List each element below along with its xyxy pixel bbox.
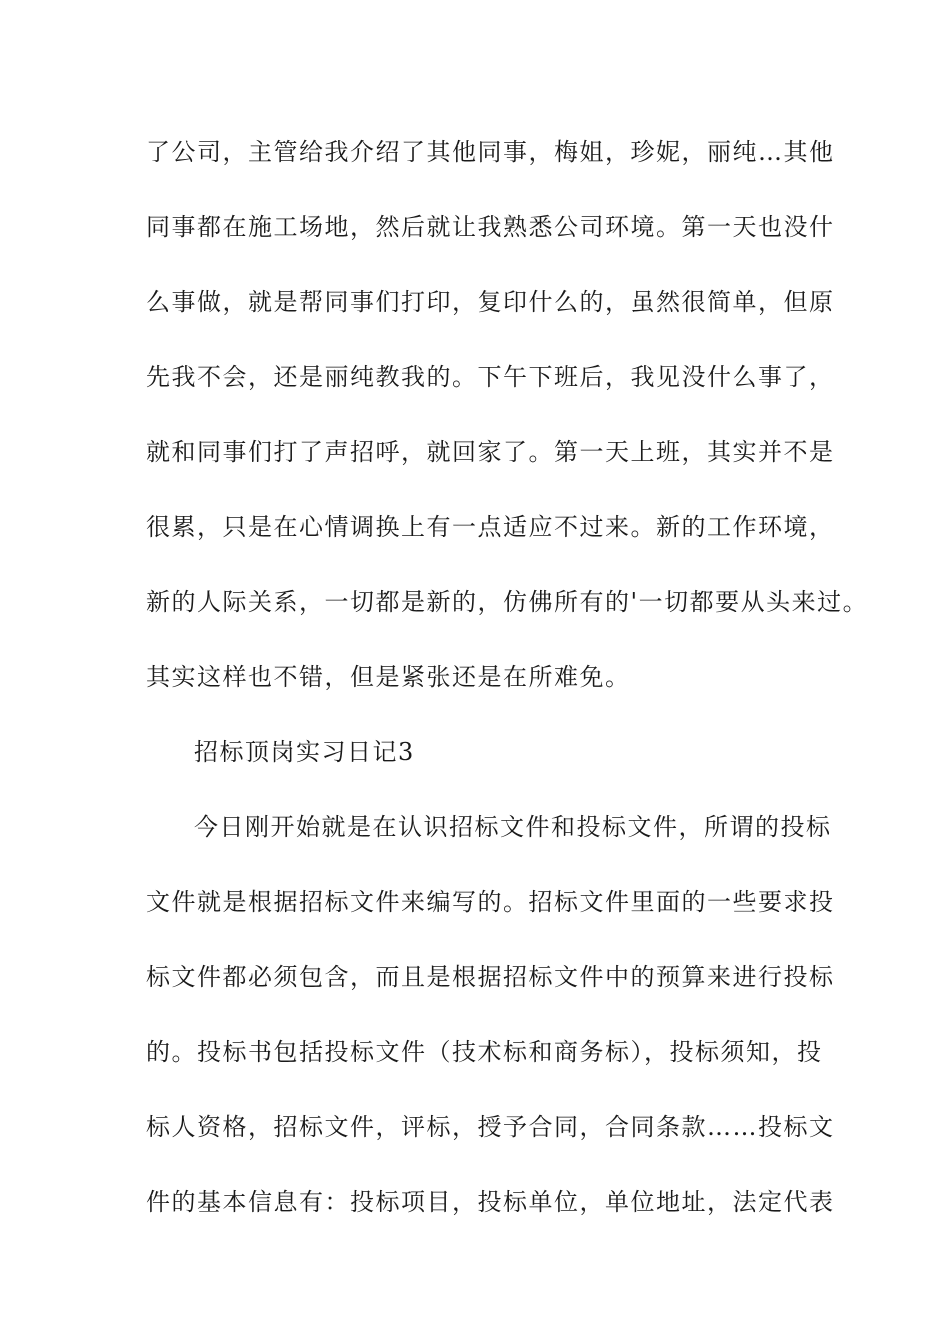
text-line: 今日刚开始就是在认识招标文件和投标文件，所谓的投标 <box>194 813 832 841</box>
text-line: 就和同事们打了声招呼，就回家了。第一天上班，其实并不是 <box>146 438 835 466</box>
text-line: 同事都在施工场地，然后就让我熟悉公司环境。第一天也没什 <box>146 213 835 241</box>
text-line: 了公司，主管给我介绍了其他同事，梅姐，珍妮，丽纯…其他 <box>146 138 835 166</box>
text-line: 标人资格，招标文件，评标，授予合同，合同条款……投标文 <box>146 1113 835 1141</box>
text-line: 文件就是根据招标文件来编写的。招标文件里面的一些要求投 <box>146 888 835 916</box>
text-line: 么事做，就是帮同事们打印，复印什么的，虽然很简单，但原 <box>146 288 835 316</box>
section-heading: 招标顶岗实习日记3 <box>194 738 415 766</box>
text-line: 标文件都必须包含，而且是根据招标文件中的预算来进行投标 <box>146 963 835 991</box>
text-line: 的。投标书包括投标文件（技术标和商务标），投标须知，投 <box>146 1038 823 1066</box>
text-line: 很累，只是在心情调换上有一点适应不过来。新的工作环境， <box>146 513 835 541</box>
text-line: 其实这样也不错，但是紧张还是在所难免。 <box>146 663 631 691</box>
text-line: 新的人际关系，一切都是新的，仿佛所有的'一切都要从头来过。 <box>146 588 869 616</box>
text-line: 先我不会，还是丽纯教我的。下午下班后，我见没什么事了， <box>146 363 835 391</box>
text-line: 件的基本信息有：投标项目，投标单位，单位地址，法定代表 <box>146 1188 835 1216</box>
